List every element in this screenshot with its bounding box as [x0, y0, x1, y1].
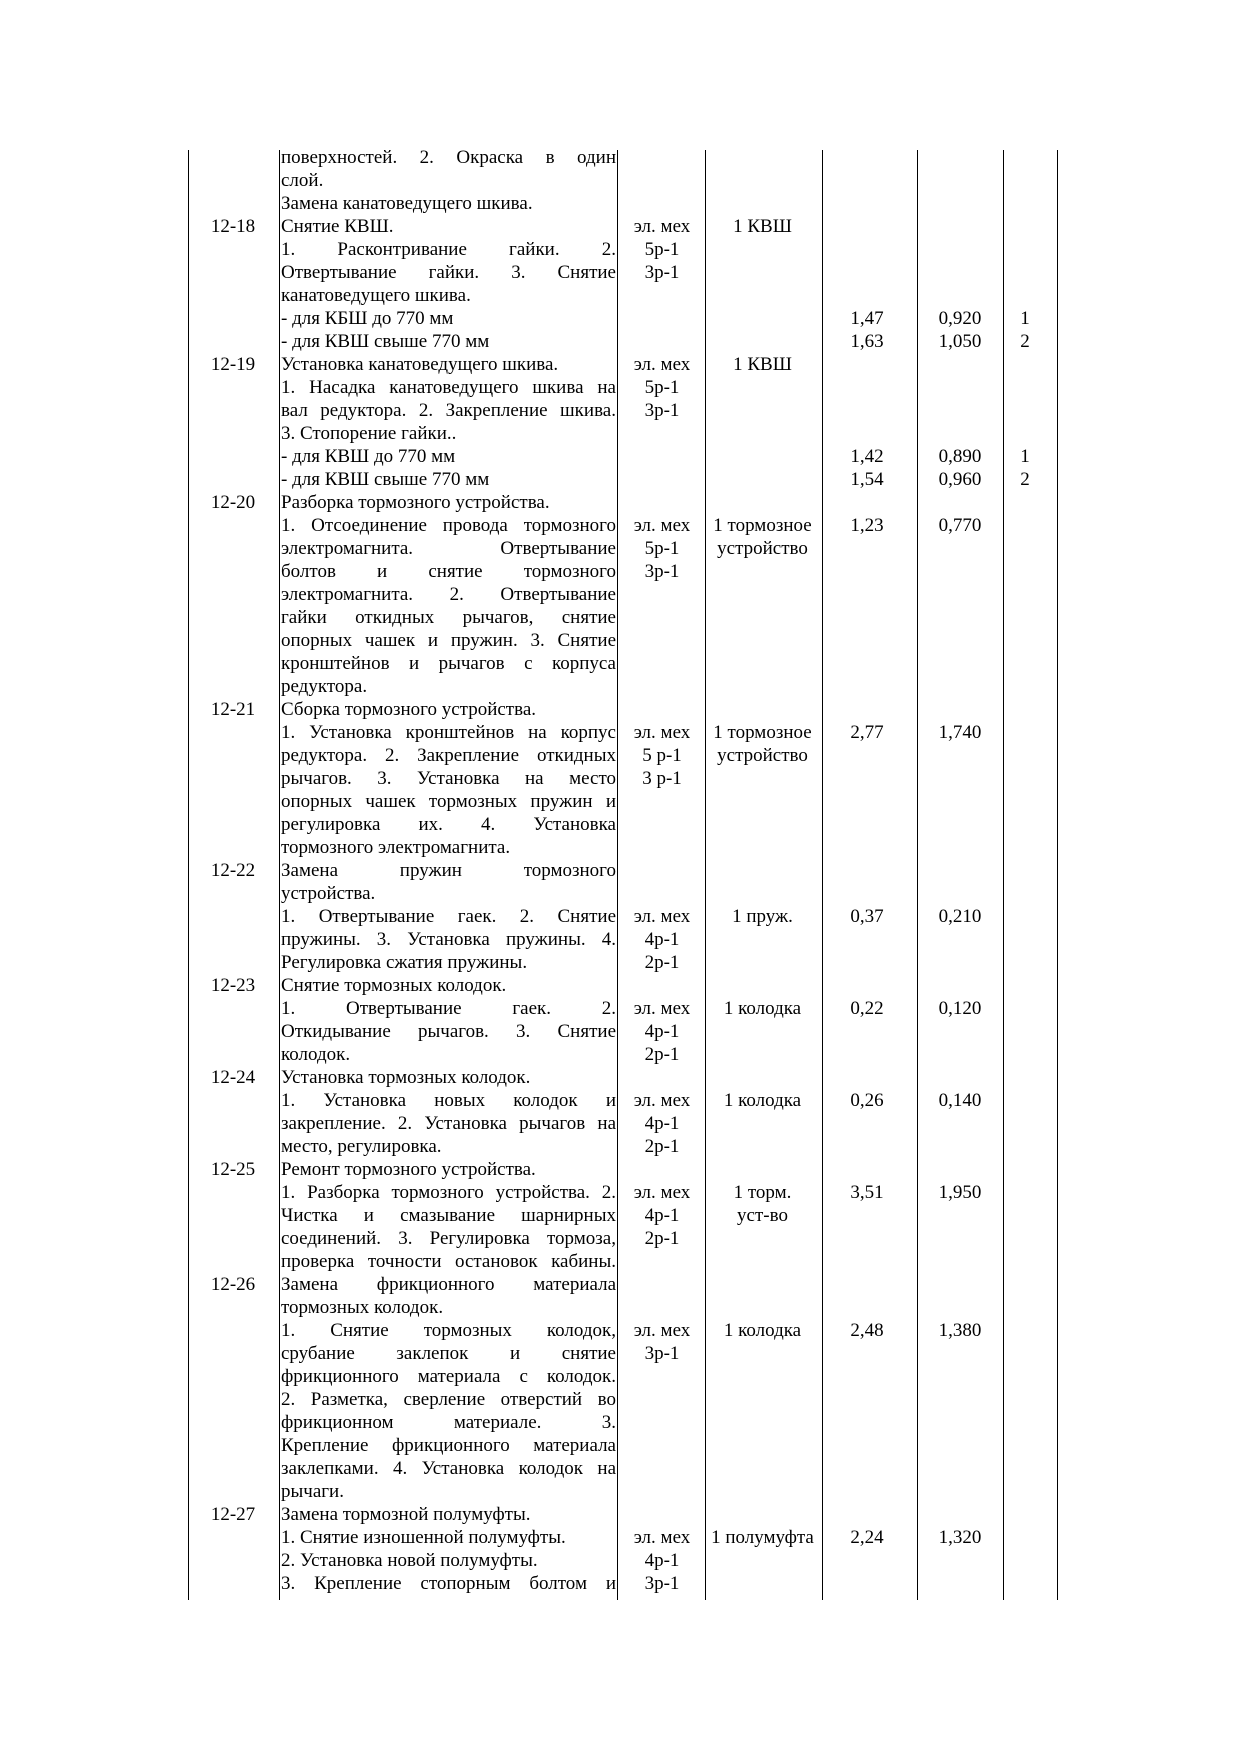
description-line: Откидывание рычагов. 3. Снятие [281, 1021, 616, 1042]
performers-line: 4р-1 [644, 1021, 680, 1042]
norm-value-2: 1,050 [938, 331, 982, 352]
performers-line: эл. мех [633, 998, 691, 1019]
unit-line: 1 колодка [723, 998, 802, 1019]
description-line: гайки откидных рычагов, снятие [281, 607, 616, 628]
description-line: 2. Установка новой полумуфты. [281, 1550, 538, 1571]
item-code: 12-25 [210, 1159, 256, 1180]
description-line: тормозного электромагнита. [281, 837, 511, 858]
norm-value-2: 1,380 [938, 1320, 982, 1341]
description-line: 1. Расконтривание гайки. 2. [281, 239, 616, 260]
description-line: заклепками. 4. Установка колодок на [281, 1458, 616, 1479]
description-line: 1. Установка кронштейнов на корпус [281, 722, 616, 743]
performers-line: 5 р-1 [642, 745, 682, 766]
description-line: Крепление фрикционного материала [281, 1435, 616, 1456]
norm-value: 1,23 [850, 515, 884, 536]
description-line: фрикционном материале. 3. [281, 1412, 616, 1433]
description-line: колодок. [281, 1044, 351, 1065]
norm-value: 2,77 [850, 722, 884, 743]
description-line: поверхностей. 2. Окраска в один [281, 147, 616, 168]
description-line: Разборка тормозного устройства. [281, 492, 550, 513]
column-divider [1003, 150, 1004, 1600]
norm-value: 0,37 [850, 906, 884, 927]
performers-line: 3р-1 [644, 1343, 680, 1364]
unit-line: 1 тормозное [713, 722, 812, 743]
item-code: 12-27 [210, 1504, 256, 1525]
performers-line: 2р-1 [644, 952, 680, 973]
description-line: редуктора. [281, 676, 368, 697]
description-line: фрикционного материала с колодок. [281, 1366, 616, 1387]
description-line: опорных чашек тормозных пружин и [281, 791, 616, 812]
performers-line: 2р-1 [644, 1228, 680, 1249]
performers-line: 4р-1 [644, 1550, 680, 1571]
unit-line: 1 торм. [733, 1182, 792, 1203]
description-line: рычаги. [281, 1481, 344, 1502]
description-line: 1. Установка новых колодок и [281, 1090, 616, 1111]
norm-value: 2,24 [850, 1527, 884, 1548]
description-line: соединений. 3. Регулировка тормоза, [281, 1228, 616, 1249]
description-line: - для КВШ до 770 мм [281, 446, 456, 467]
norm-value: 0,22 [850, 998, 884, 1019]
item-code: 12-19 [210, 354, 256, 375]
description-line: 1. Снятие тормозных колодок, [281, 1320, 616, 1341]
description-line: Снятие тормозных колодок. [281, 975, 507, 996]
performers-line: 4р-1 [644, 929, 680, 950]
description-line: Сборка тормозного устройства. [281, 699, 537, 720]
description-line: Снятие КВШ. [281, 216, 394, 237]
performers-line: эл. мех [633, 1527, 691, 1548]
description-line: электромагнита. Отвертывание [281, 538, 616, 559]
norm-value: 0,26 [850, 1090, 884, 1111]
performers-line: 3р-1 [644, 561, 680, 582]
unit-line: устройство [717, 745, 808, 766]
performers-line: эл. мех [633, 515, 691, 536]
performers-line: эл. мех [633, 1182, 691, 1203]
column-divider [279, 150, 280, 1600]
performers-line: 3р-1 [644, 1573, 680, 1594]
category-value: 2 [1020, 469, 1030, 490]
description-line: тормозных колодок. [281, 1297, 444, 1318]
norm-value-2: 0,210 [938, 906, 982, 927]
norm-value-2: 1,740 [938, 722, 982, 743]
performers-line: 5р-1 [644, 239, 680, 260]
description-line: кронштейнов и рычагов с корпуса [281, 653, 616, 674]
norm-value-2: 0,140 [938, 1090, 982, 1111]
unit-line: уст-во [737, 1205, 788, 1226]
description-line: пружины. 3. Установка пружины. 4. [281, 929, 616, 950]
performers-line: эл. мех [633, 906, 691, 927]
description-line: 1. Отвертывание гаек. 2. [281, 998, 616, 1019]
performers-line: эл. мех [633, 216, 691, 237]
description-line: опорных чашек и пружин. 3. Снятие [281, 630, 616, 651]
description-line: электромагнита. 2. Отвертывание [281, 584, 616, 605]
item-code: 12-21 [210, 699, 256, 720]
norm-value: 2,48 [850, 1320, 884, 1341]
norm-value-2: 0,920 [938, 308, 982, 329]
description-line: Ремонт тормозного устройства. [281, 1159, 536, 1180]
performers-line: 4р-1 [644, 1205, 680, 1226]
performers-line: эл. мех [633, 722, 691, 743]
description-line: 1. Отсоединение провода тормозного [281, 515, 616, 536]
unit-line: 1 КВШ [733, 354, 792, 375]
description-line: Отвертывание гайки. 3. Снятие [281, 262, 616, 283]
item-code: 12-26 [210, 1274, 256, 1295]
description-line: болтов и снятие тормозного [281, 561, 616, 582]
unit-line: 1 тормозное [713, 515, 812, 536]
description-line: - для КВШ свыше 770 мм [281, 469, 490, 490]
table-border-right [1057, 150, 1058, 1600]
category-value: 1 [1020, 446, 1030, 467]
description-line: 2. Разметка, сверление отверстий во [281, 1389, 616, 1410]
performers-line: 5р-1 [644, 377, 680, 398]
description-line: - для КБШ до 770 мм [281, 308, 454, 329]
description-line: рычагов. 3. Установка на место [281, 768, 616, 789]
description-line: 3. Крепление стопорным болтом и [281, 1573, 616, 1594]
description-line: проверка точности остановок кабины. [281, 1251, 616, 1272]
description-line: Чистка и смазывание шарнирных [281, 1205, 616, 1226]
description-line: Замена фрикционного материала [281, 1274, 616, 1295]
item-code: 12-18 [210, 216, 256, 237]
description-line: - для КВШ свыше 770 мм [281, 331, 490, 352]
item-code: 12-24 [210, 1067, 256, 1088]
performers-line: 4р-1 [644, 1113, 680, 1134]
description-line: редуктора. 2. Закрепление откидных [281, 745, 616, 766]
norm-value: 1,47 [850, 308, 884, 329]
description-line: вал редуктора. 2. Закрепление шкива. [281, 400, 616, 421]
item-code: 12-23 [210, 975, 256, 996]
description-line: 3. Стопорение гайки.. [281, 423, 457, 444]
performers-line: 3 р-1 [642, 768, 682, 789]
description-line: Замена пружин тормозного [281, 860, 616, 881]
description-line: Установка тормозных колодок. [281, 1067, 531, 1088]
performers-line: эл. мех [633, 1320, 691, 1341]
column-divider [917, 150, 918, 1600]
column-divider [822, 150, 823, 1600]
description-line: закрепление. 2. Установка рычагов на [281, 1113, 616, 1134]
performers-line: 5р-1 [644, 538, 680, 559]
performers-line: эл. мех [633, 354, 691, 375]
description-line: Замена канатоведущего шкива. [281, 193, 533, 214]
performers-line: 3р-1 [644, 262, 680, 283]
unit-line: устройство [717, 538, 808, 559]
description-line: Установка канатоведущего шкива. [281, 354, 559, 375]
item-code: 12-22 [210, 860, 256, 881]
description-line: 1. Снятие изношенной полумуфты. [281, 1527, 566, 1548]
norm-value: 3,51 [850, 1182, 884, 1203]
unit-line: 1 полумуфта [711, 1527, 814, 1548]
performers-line: 2р-1 [644, 1136, 680, 1157]
performers-line: эл. мех [633, 1090, 691, 1111]
description-line: 1. Разборка тормозного устройства. 2. [281, 1182, 616, 1203]
performers-line: 3р-1 [644, 400, 680, 421]
description-line: устройства. [281, 883, 376, 904]
unit-line: 1 КВШ [733, 216, 792, 237]
norm-value-2: 1,950 [938, 1182, 982, 1203]
norm-value: 1,54 [850, 469, 884, 490]
norm-value-2: 0,770 [938, 515, 982, 536]
norm-value: 1,42 [850, 446, 884, 467]
item-code: 12-20 [210, 492, 256, 513]
description-line: Регулировка сжатия пружины. [281, 952, 528, 973]
norm-value-2: 1,320 [938, 1527, 982, 1548]
performers-line: 2р-1 [644, 1044, 680, 1065]
norm-value-2: 0,890 [938, 446, 982, 467]
description-line: канатоведущего шкива. [281, 285, 471, 306]
norm-value: 1,63 [850, 331, 884, 352]
unit-line: 1 колодка [723, 1090, 802, 1111]
category-value: 2 [1020, 331, 1030, 352]
norm-value-2: 0,960 [938, 469, 982, 490]
description-line: срубание заклепок и снятие [281, 1343, 616, 1364]
description-line: 1. Отвертывание гаек. 2. Снятие [281, 906, 616, 927]
unit-line: 1 пруж. [732, 906, 793, 927]
unit-line: 1 колодка [723, 1320, 802, 1341]
table-border-left [188, 150, 189, 1600]
category-value: 1 [1020, 308, 1030, 329]
description-line: Замена тормозной полумуфты. [281, 1504, 531, 1525]
description-line: 1. Насадка канатоведущего шкива на [281, 377, 616, 398]
description-line: регулировка их. 4. Установка [281, 814, 616, 835]
description-line: слой. [281, 170, 324, 191]
norm-value-2: 0,120 [938, 998, 982, 1019]
description-line: место, регулировка. [281, 1136, 442, 1157]
